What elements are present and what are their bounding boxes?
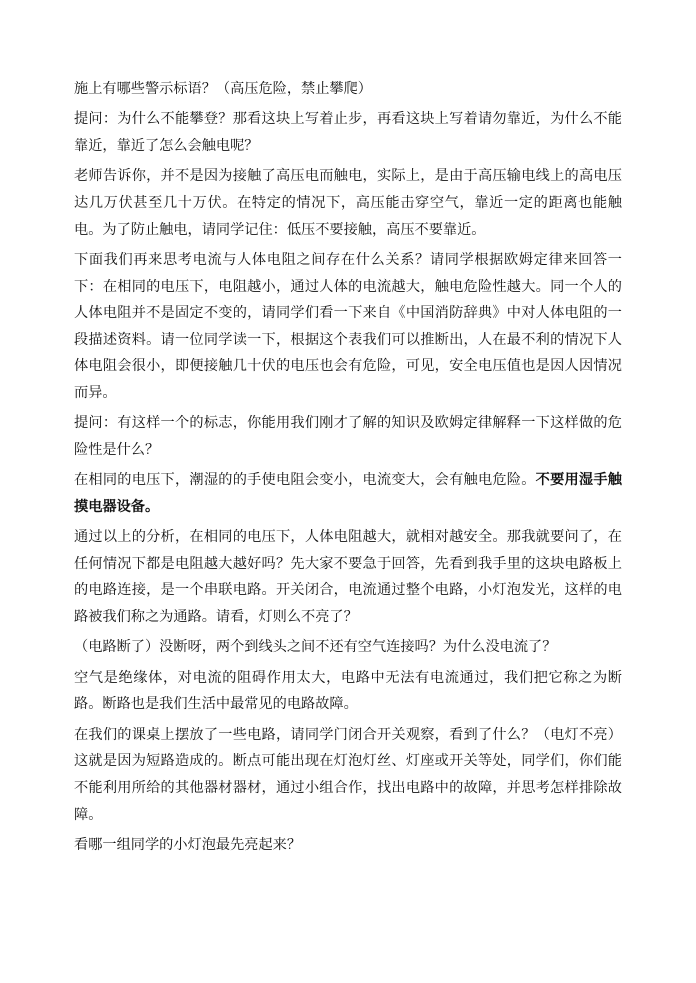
paragraph [74,163,622,243]
paragraph [74,634,622,661]
paragraph-text: 空气是绝缘体，对电流的阻碍作用太大，电路中无法有电流通过，我们把它称之为断路。断路也是我们生活中最常见的电路故障。 [74,669,622,713]
paragraph-text: 下面我们再来思考电流与人体电阻之间存在什么关系？请同学根据欧姆定律来回答一下：在相同的电压下，电阻越小，通过人体的电流越大，触电危险性越大。同一个人的人体电阻并不是固定不变的，请同学们看一下来自《中国消防辞典》中对人体电阻的一段描述资料。请一位同学读一下，根据这个表我们可以推断出，人在最不利的情况下人体电阻会很小，即便接触几十伏的电压也会有危险，可见，安全电压值也是因人因情况而异。 [74,251,622,401]
paragraph-text: 提问：有这样一个的标志，你能用我们刚才了解的知识及欧姆定律解释一下这样做的危险性是什么？ [74,415,622,458]
paragraph-text: 看哪一组同学的小灯泡最先亮起来？ [74,837,302,853]
bold-warning-text: 不要用湿手触摸电器设备。 [74,472,622,515]
paragraph-text: 施上有哪些警示标语？（高压危险，禁止攀爬） [74,81,372,97]
paragraph [74,467,622,520]
paragraph [74,722,622,828]
paragraph [74,76,622,103]
paragraph-text: 通过以上的分析，在相同的电压下，人体电阻越大，就相对越安全。那我就要问了，在任何情况下都是电阻越大越好吗？先大家不要急于回答，先看到我手里的这块电路板上的电路连接，是一个串联电路。开关闭合，电流通过整个电路，小灯泡发光，这样的电路被我们称之为通路。请看，灯则么不亮了？ [74,529,622,626]
paragraph [74,524,622,630]
paragraph [74,665,622,718]
paragraph-text: （电路断了）没断呀，两个到线头之间不还有空气连接吗？为什么没电流了？ [74,639,557,656]
paragraph-text: 老师告诉你，并不是因为接触了高压电而触电，实际上，是由于高压输电线上的高电压达几万伏甚至几十万伏。在特定的情况下，高压能击穿空气，靠近一定的距离也能触电。为了防止触电，请同学记住：低压不要接触，高压不要靠近。 [74,168,622,238]
paragraph [74,832,622,859]
paragraph-text: 在相同的电压下，潮湿的的手使电阻会变小，电流变大，会有触电危险。 [74,472,536,489]
document-body [74,76,622,862]
paragraph-text: 提问：为什么不能攀登？那看这块上写着止步，再看这块上写着请勿靠近，为什么不能靠近，靠近了怎么会触电呢？ [74,111,622,154]
paragraph-text: 在我们的课桌上摆放了一些电路，请同学门闭合开关观察，看到了什么？（电灯不亮）这就是因为短路造成的。断点可能出现在灯泡灯丝、灯座或开关等处，同学们，你们能不能利用所给的其他器材器材，通过小组合作，找出电路中的故障，并思考怎样排除故障。 [74,726,622,823]
paragraph [74,410,622,463]
paragraph [74,247,622,407]
paragraph [74,106,622,159]
